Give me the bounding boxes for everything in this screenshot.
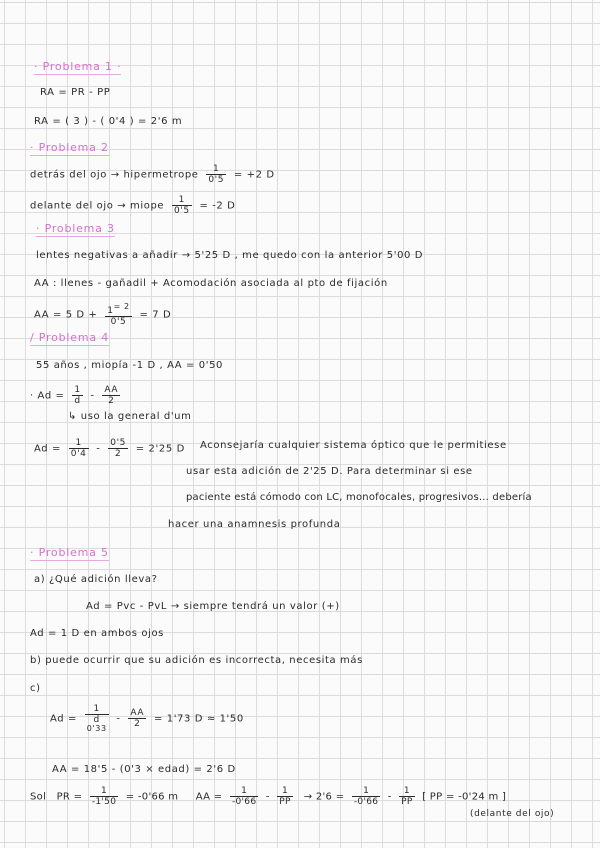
p4-data-line: 55 años , miopía -1 D , AA = 0'50 — [36, 360, 224, 371]
p3-line-2: AA : llenes - gañadil + Acomodación asociada al pto de fijación — [34, 278, 388, 289]
p1-formula: RA = PR - PP — [40, 87, 111, 98]
p5-solution-line: Sol PR = $\frac{1}{-1'50}$ = -0'66 m AA = $\frac{1}{-0'66}$ - $\frac{1}{PP}$ → 2'6 = $\frac{1}{-0'66}$ - $\frac{1}{PP}$ [ PP = -0'24 m ] — [30, 786, 507, 807]
p4-advice-2: usar esta adición de 2'25 D. Para determinar si ese — [186, 466, 473, 477]
problem-5-heading: · Problema 5 — [30, 546, 109, 559]
p5-ad-fraction-1: 1 d 0'33 — [86, 704, 107, 733]
p4-ad-calc: Ad = $\frac{1}{0'4}$ - $\frac{0'5}{2}$ = 2'25 D — [34, 438, 185, 459]
p5-ad-value: Ad = 1 D en ambos ojos — [30, 628, 164, 639]
p5-pp-note: (delante del ojo) — [470, 809, 555, 819]
p2-myope-line: delante del ojo → miope $\frac{1}{0'5}$ = -2 D — [30, 195, 236, 216]
p5-aa-fraction-1: $\frac{1}{-0'66}$ — [231, 786, 257, 807]
p4-advice-1: Aconsejaría cualquier sistema óptico que le permitiese — [200, 440, 507, 451]
p4-ad-fraction-2: $\frac{AA}{2}$ — [104, 385, 119, 406]
p5-aa2-fraction-1: $\frac{1}{-0'66}$ — [353, 786, 379, 807]
p5-aa-calc: AA = 18'5 - (0'3 × edad) = 2'6 D — [52, 764, 236, 775]
p3-line-3: AA = 5 D + $\frac{1^{= 2}}{0'5}$ = 7 D — [34, 302, 172, 327]
p3-line-1: lentes negativas a añadir → 5'25 D , me quedo con la anterior 5'00 D — [36, 250, 424, 261]
p4-ad-fraction-1: $\frac{1}{d}$ — [74, 385, 81, 406]
problem-3-heading: · Problema 3 — [36, 222, 115, 235]
p5-aa-fraction-2: $\frac{1}{PP}$ — [279, 786, 291, 807]
p2-fraction-2: $\frac{1}{0'5}$ — [173, 195, 190, 216]
p2-hypermetrope-line: detrás del ojo → hipermetrope $\frac{1}{0'5}$ = +2 D — [30, 164, 275, 185]
p5-ad-definition: Ad = Pvc - PvL → siempre tendrá un valor (+) — [86, 601, 340, 612]
p4-advice-3: paciente está cómodo con LC, monofocales, progresivos... debería — [186, 492, 532, 503]
p4-note: ↳ uso la general d'um — [68, 411, 192, 422]
p4-calc-fraction-2: $\frac{0'5}{2}$ — [110, 438, 127, 459]
p5-aa2-fraction-2: $\frac{1}{PP}$ — [401, 786, 413, 807]
p2-fraction-1: $\frac{1}{0'5}$ — [208, 164, 225, 185]
p4-ad-formula: · Ad = $\frac{1}{d}$ - $\frac{AA}{2}$ — [30, 385, 119, 406]
p5-question-b: b) puede ocurrir que su adición es incorrecta, necesita más — [30, 655, 363, 666]
p3-fraction: $\frac{1^{= 2}}{0'5}$ — [107, 302, 130, 327]
p1-result: RA = ( 3 ) - ( 0'4 ) = 2'6 m — [34, 116, 183, 127]
p5-pr-fraction: $\frac{1}{-1'50}$ — [91, 786, 117, 807]
p5-ad-fraction-2: $\frac{AA}{2}$ — [130, 708, 145, 729]
p4-advice-4: hacer una anamnesis profunda — [168, 519, 341, 530]
problem-1-heading: · Problema 1 · — [34, 60, 122, 73]
p5-question-a: a) ¿Qué adición lleva? — [34, 574, 158, 585]
p5-question-c: c) — [30, 683, 41, 694]
p4-calc-fraction-1: $\frac{1}{0'4}$ — [70, 438, 87, 459]
problem-4-heading: / Problema 4 — [30, 331, 110, 344]
p5-ad-calc: Ad = 1 d 0'33 - $\frac{AA}{2}$ = 1'73 D ≈ 1'50 — [50, 704, 244, 733]
problem-2-heading: · Problema 2 — [30, 141, 109, 154]
